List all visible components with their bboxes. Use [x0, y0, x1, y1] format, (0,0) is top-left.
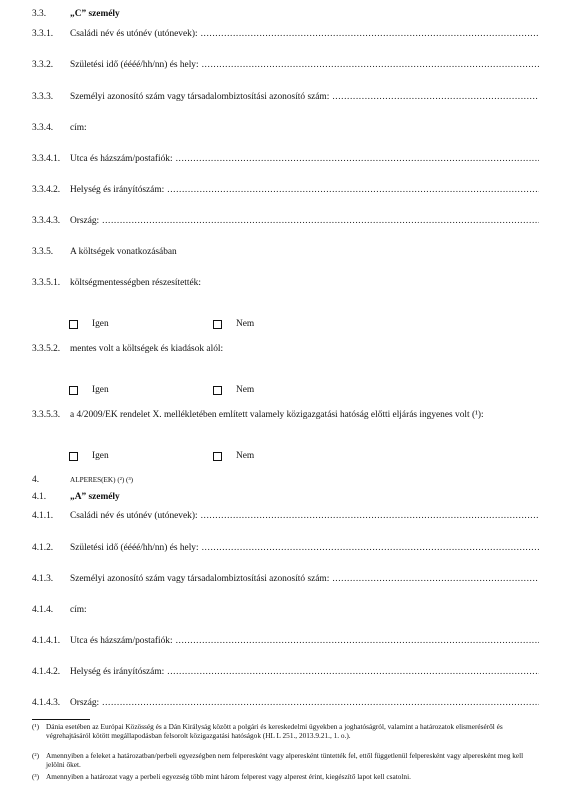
fill-in-line[interactable]: [102, 697, 539, 709]
option-label: Igen: [92, 451, 109, 461]
checkbox[interactable]: [213, 320, 222, 329]
fill-in-line[interactable]: [176, 635, 539, 647]
field-number: 3.3.5.3.: [32, 410, 61, 420]
field-number: 3.3.2.: [32, 60, 54, 70]
checkbox[interactable]: [69, 320, 78, 329]
field-label: költségmentességben részesítették:: [70, 278, 201, 288]
field-number: 3.3.4.3.: [32, 216, 61, 226]
option-label: Nem: [236, 319, 255, 329]
fill-in-line[interactable]: [176, 153, 539, 165]
fill-in-line[interactable]: [202, 542, 539, 554]
field-label: mentes volt a költségek és kiadások alól:: [70, 344, 224, 354]
section-title: „A” személy: [70, 492, 120, 502]
field-number: 4.1.3.: [32, 574, 54, 584]
field-label: Személyi azonosító szám vagy társadalombiztosítási azonosító szám:: [70, 574, 330, 584]
field-number: 4.1.4.3.: [32, 698, 61, 708]
fill-in-line[interactable]: [201, 28, 539, 40]
field-number: 3.3.5.: [32, 247, 54, 257]
fill-in-line[interactable]: [202, 59, 539, 71]
field-label: cím:: [70, 605, 87, 615]
field-label: Utca és házszám/postafiók:: [70, 636, 173, 646]
field-label: Helység és irányítószám:: [70, 185, 165, 195]
field-label: A költségek vonatkozásában: [70, 247, 177, 257]
field-label: Születési idő (éééé/hh/nn) és hely:: [70, 543, 199, 553]
checkbox[interactable]: [69, 386, 78, 395]
option-yes-3-3-5-2[interactable]: [69, 385, 109, 395]
footnote-divider: [32, 719, 90, 720]
field-number: 4.1.4.2.: [32, 667, 61, 677]
field-label: Személyi azonosító szám vagy társadalombiztosítási azonosító szám:: [70, 92, 330, 102]
field-label: Ország:: [70, 698, 100, 708]
field-number: 3.3.1.: [32, 29, 54, 39]
field-number: 4.1.4.: [32, 605, 54, 615]
field-number: 3.3.5.2.: [32, 344, 61, 354]
field-label: cím:: [70, 123, 87, 133]
footnote-text: Amennyiben a határozat vagy a perbeli egyezség több mint három felperest vagy alperest érint, kiegészítő lapot kell csatolni.: [46, 772, 411, 781]
section-number: 4.: [32, 475, 40, 485]
option-yes-3-3-5-1[interactable]: [69, 319, 109, 329]
footnote-text: Amennyiben a feleket a határozatban/perbeli egyezségben nem felperesként vagy alperesként tüntették fel, ettől függetlenül felperesként vagy alperesként meg kell jelölni őket.: [46, 751, 524, 770]
footnote-2: [32, 751, 539, 770]
field-number: 3.3.4.: [32, 123, 54, 133]
section-title: ALPERES(EK) (²) (³): [70, 476, 133, 484]
option-label: Nem: [236, 385, 255, 395]
field-number: 4.1.4.1.: [32, 636, 61, 646]
fill-in-line[interactable]: [332, 573, 539, 585]
field-label: Utca és házszám/postafiók:: [70, 154, 173, 164]
field-label: Születési idő (éééé/hh/nn) és hely:: [70, 60, 199, 70]
fill-in-line[interactable]: [332, 91, 539, 103]
field-label: a 4/2009/EK rendelet X. mellékletében említett valamely közigazgatási hatóság előtti eljárás ingyenes volt (¹):: [70, 410, 484, 420]
checkbox[interactable]: [213, 452, 222, 461]
field-number: 3.3.3.: [32, 92, 54, 102]
checkbox[interactable]: [213, 386, 222, 395]
field-number: 4.1.1.: [32, 511, 54, 521]
option-no-3-3-5-3[interactable]: [213, 451, 254, 461]
option-label: Igen: [92, 319, 109, 329]
footnote-1: [32, 722, 539, 741]
fill-in-line[interactable]: [201, 510, 539, 522]
footnote-3: [32, 772, 539, 781]
fill-in-line[interactable]: [167, 184, 539, 196]
field-number: 3.3.4.1.: [32, 154, 61, 164]
option-yes-3-3-5-3[interactable]: [69, 451, 109, 461]
footnote-marker: (²): [32, 751, 40, 760]
option-label: Nem: [236, 451, 255, 461]
field-number: 3.3.5.1.: [32, 278, 61, 288]
section-number: 4.1.: [32, 492, 47, 502]
option-label: Igen: [92, 385, 109, 395]
field-number: 4.1.2.: [32, 543, 54, 553]
footnote-marker: (¹): [32, 722, 40, 731]
footnote-marker: (³): [32, 772, 40, 781]
section-number: 3.3.: [32, 9, 47, 19]
option-no-3-3-5-1[interactable]: [213, 319, 254, 329]
section-title: „C” személy: [70, 9, 120, 19]
checkbox[interactable]: [69, 452, 78, 461]
field-label: Családi név és utónév (utónevek):: [70, 511, 198, 521]
field-label: Ország:: [70, 216, 100, 226]
field-number: 3.3.4.2.: [32, 185, 61, 195]
field-label: Helység és irányítószám:: [70, 667, 165, 677]
field-label: Családi név és utónév (utónevek):: [70, 29, 198, 39]
footnote-text: Dánia esetében az Európai Közösség és a Dán Királyság között a polgári és kereskedelmi ügyekben a joghatóságról, valamint a határozatok elismeréséről és végrehajtásáról kötött megállapodásban felsorolt közigazgatási hatóságok (HL L 251., 2013.9.21., 1. o.).: [46, 722, 503, 741]
fill-in-line[interactable]: [167, 666, 539, 678]
option-no-3-3-5-2[interactable]: [213, 385, 254, 395]
fill-in-line[interactable]: [102, 215, 539, 227]
